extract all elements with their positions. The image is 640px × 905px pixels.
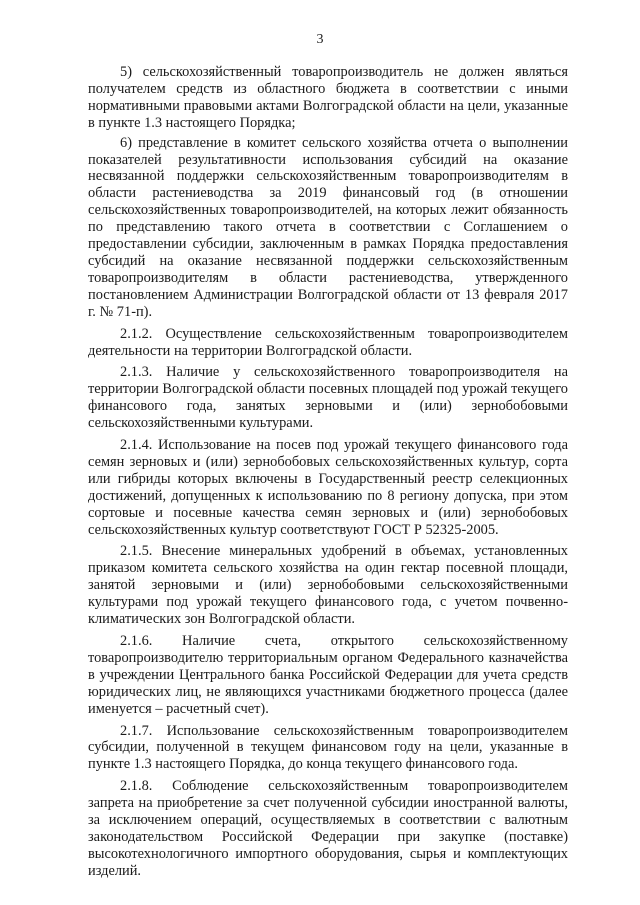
paragraph-2-1-7: 2.1.7. Использование сельскохозяйственным товаропроизводителем субсидии, полученной в текущем финансовом году на цели, указанные в пункте 1.3 настоящего Порядка, до конца текущего финансового года. — [88, 722, 568, 773]
paragraph-item-6: 6) представление в комитет сельского хозяйства отчета о выполнении показателей результативности использования субсидий на оказание несвязанной поддержки сельскохозяйственным товаропроизводителям в области растениеводства за 2019 финансовый год (в отношении сельскохозяйственных товаропроизводителей, на которых лежит обязанность по представлению такого отчета в соответствии с Соглашением о предоставлении субсидии, заключенным в рамках Порядка предоставления субсидий на оказание несвязанной поддержки сельскохозяйственным товаропроизводителям в области растениеводства, утвержденного постановлением Администрации Волгоградской области от 13 февраля 2017 г. № 71-п). — [88, 134, 568, 320]
paragraph-2-1-4: 2.1.4. Использование на посев под урожай текущего финансового года семян зерновых и (или) зернобобовых сельскохозяйственных культур, сорта или гибриды которых включены в Государственный реестр селекционных достижений, допущенных к использованию по 8 региону допуска, при этом сортовые и посевные качества семян зерновых и (или) зернобобовых сельскохозяйственных культур соответствуют ГОСТ Р 52325-2005. — [88, 437, 568, 538]
paragraph-2-1-6: 2.1.6. Наличие счета, открытого сельскохозяйственному товаропроизводителю территориальным органом Федерального казначейства в учреждении Центрального банка Российской Федерации для учета средств юридических лиц, не являющихся участниками бюджетного процесса (далее именуется – расчетный счет). — [88, 633, 568, 717]
paragraph-2-1-2: 2.1.2. Осуществление сельскохозяйственным товаропроизводителем деятельности на территории Волгоградской области. — [88, 325, 568, 359]
paragraph-2-1-3: 2.1.3. Наличие у сельскохозяйственного товаропроизводителя на территории Волгоградской области посевных площадей под урожай текущего финансового года, занятых зерновыми и (или) зернобобовыми сельскохозяйственными культурами. — [88, 364, 568, 432]
paragraph-2-1-5: 2.1.5. Внесение минеральных удобрений в объемах, установленных приказом комитета сельского хозяйства на один гектар посевной площади, занятой зерновыми и (или) зернобобовыми сельскохозяйственными культурами под урожай текущего финансового года, с учетом почвенно-климатических зон Волгоградской области. — [88, 543, 568, 628]
document-body — [88, 64, 568, 883]
page-number: 3 — [316, 32, 324, 47]
paragraph-item-5: 5) сельскохозяйственный товаропроизводитель не должен являться получателем средств из областного бюджета в соответствии с иными нормативными правовыми актами Волгоградской области на цели, указанные в пункте 1.3 настоящего Порядка; — [88, 64, 568, 131]
paragraph-2-1-8: 2.1.8. Соблюдение сельскохозяйственным товаропроизводителем запрета на приобретение за счет полученной субсидии иностранной валюты, за исключением операций, осуществляемых в соответствии с валютным законодательством Российской Федерации при закупке (поставке) высокотехнологичного импортного оборудования, сырья и комплектующих изделий. — [88, 778, 568, 879]
